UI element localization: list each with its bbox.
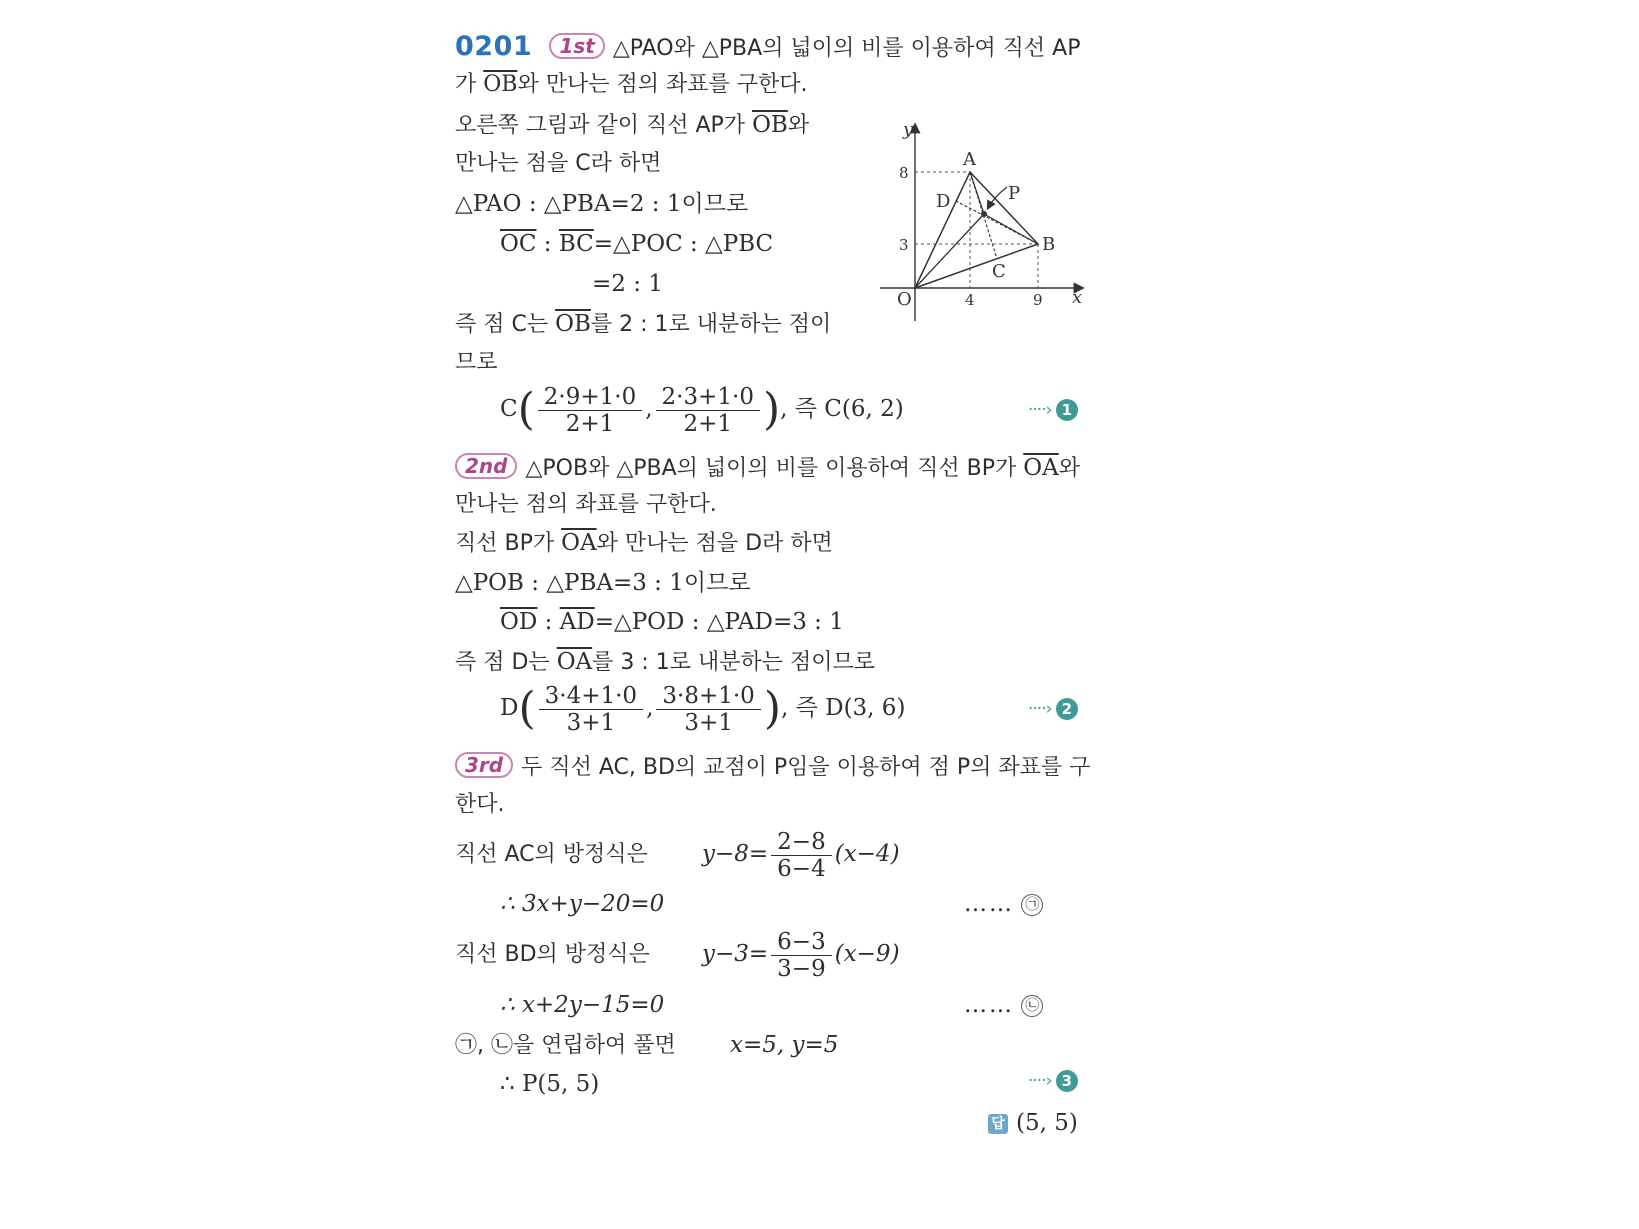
point-c-formula: C( $\frac{2\cdot 9+1\cdot 0}{2+1}$ , $\frac{2\cdot 3+1\cdot 0}{2+1}$ ), 즉 C(6, 2) <box>500 383 904 437</box>
part2-ratio-line: $\overline{OD}$ : $\overline{AD}=\triangle POD$ : △PAD=3 : 1 <box>500 609 844 635</box>
line-bd-equation: 직선 BD의 방정식은 <box>455 942 650 967</box>
label-c: C <box>992 261 1006 282</box>
c-x-fraction: $\frac{2\cdot 9+1\cdot 0}{2+1}$ <box>538 384 642 437</box>
segment-ob: $\overline{OB}$ <box>483 72 518 97</box>
origin-label: O <box>897 289 912 310</box>
step3-badge: 3rd <box>455 752 513 778</box>
part1-ratio-result: =2 : 1 <box>592 271 663 297</box>
line-ac-formula: y−8= $\frac{2-8}{6-4}$ (x−4) <box>702 828 900 882</box>
coordinate-figure <box>870 113 1095 328</box>
solution-xy: x=5, y=5 <box>730 1032 839 1058</box>
label-b: B <box>1042 234 1056 255</box>
d-y-fraction: $\frac{3\cdot 8+1\cdot 0}{3+1}$ <box>656 683 760 736</box>
problem-number: 0201 <box>455 31 533 62</box>
tick-y3: 3 <box>899 236 909 254</box>
tick-x9: 9 <box>1033 291 1043 309</box>
step3-title: 3rd 두 직선 AC, BD의 교점이 P임을 이용하여 점 P의 좌표를 구 <box>455 752 1090 783</box>
step-marker-1: ····› 1 <box>1028 399 1078 421</box>
step1-title-line2: 가 $\overline{OB}$와 만나는 점의 좌표를 구한다. <box>455 72 808 97</box>
step-marker-2: ····› 2 <box>1028 698 1078 720</box>
segment-op <box>915 214 984 288</box>
solve-system: ㉠, ㉡을 연립하여 풀면 <box>455 1033 676 1058</box>
part2-line1: 직선 BP가 $\overline{OA}$와 만나는 점을 D라 하면 <box>455 530 833 556</box>
label-a: A <box>963 149 976 170</box>
equation-2-tag: …… ㉡ <box>964 990 1043 1020</box>
step2-badge: 2nd <box>455 453 517 479</box>
part1-line1: 오른쪽 그림과 같이 직선 AP가 $\overline{OB}$와 <box>455 112 810 138</box>
step3-title-line2: 한다. <box>455 792 505 817</box>
y-axis-label: y <box>903 119 914 140</box>
part1-line2: 만나는 점을 C라 하면 <box>455 151 662 176</box>
equation-1-tag: …… ㉠ <box>964 889 1043 919</box>
label-p: P <box>1008 183 1021 204</box>
point-p-result: ∴ P(5, 5) <box>500 1071 600 1097</box>
step1-title-a: △PAO와 △PBA의 넓이의 비를 이용하여 직선 AP <box>612 36 1081 61</box>
c-y-fraction: $\frac{2\cdot 3+1\cdot 0}{2+1}$ <box>656 384 760 437</box>
part1-line6: 즉 점 C는 $\overline{OB}$를 2 : 1로 내분하는 점이 <box>455 311 832 337</box>
part1-line7: 므로 <box>455 350 498 375</box>
equation-1: ∴ 3x+y−20=0 <box>500 891 665 917</box>
step2-title-line2: 만나는 점의 좌표를 구한다. <box>455 492 717 517</box>
solution-page <box>455 18 1165 1218</box>
answer-icon: 답 <box>988 1114 1008 1134</box>
tick-x4: 4 <box>965 291 975 309</box>
x-axis-label: x <box>1072 287 1083 308</box>
line-bd-formula: y−3= $\frac{6-3}{3-9}$ (x−9) <box>702 928 900 982</box>
step1-badge: 1st <box>549 33 604 59</box>
equation-2: ∴ x+2y−15=0 <box>500 992 665 1018</box>
point-d-formula: D( $\frac{3\cdot 4+1\cdot 0}{3+1}$ , $\frac{3\cdot 8+1\cdot 0}{3+1}$ ), 즉 D(3, 6) <box>500 682 906 736</box>
part2-line2: △POB : △PBA=3 : 1이므로 <box>455 570 751 596</box>
point-p <box>981 211 987 217</box>
problem-header <box>455 32 1081 64</box>
line-ac-equation: 직선 AC의 방정식은 <box>455 842 648 867</box>
part2-line4: 즉 점 D는 $\overline{OA}$를 3 : 1로 내분하는 점이므로 <box>455 649 876 675</box>
tick-y8: 8 <box>899 164 909 182</box>
d-x-fraction: $\frac{3\cdot 4+1\cdot 0}{3+1}$ <box>539 683 643 736</box>
step2-title: 2nd △POB와 △PBA의 넓이의 비를 이용하여 직선 BP가 $\overline{OA}$와 <box>455 453 1080 484</box>
label-d: D <box>936 191 951 212</box>
part1-line3: △PAO : △PBA=2 : 1이므로 <box>455 191 749 217</box>
final-answer: 답 (5, 5) <box>988 1108 1078 1138</box>
step-marker-3: ····› 3 <box>1028 1070 1078 1092</box>
part1-ratio-line: $\overline{OC}$ : $\overline{BC}=\triangle POC$ : △PBC <box>500 231 774 257</box>
